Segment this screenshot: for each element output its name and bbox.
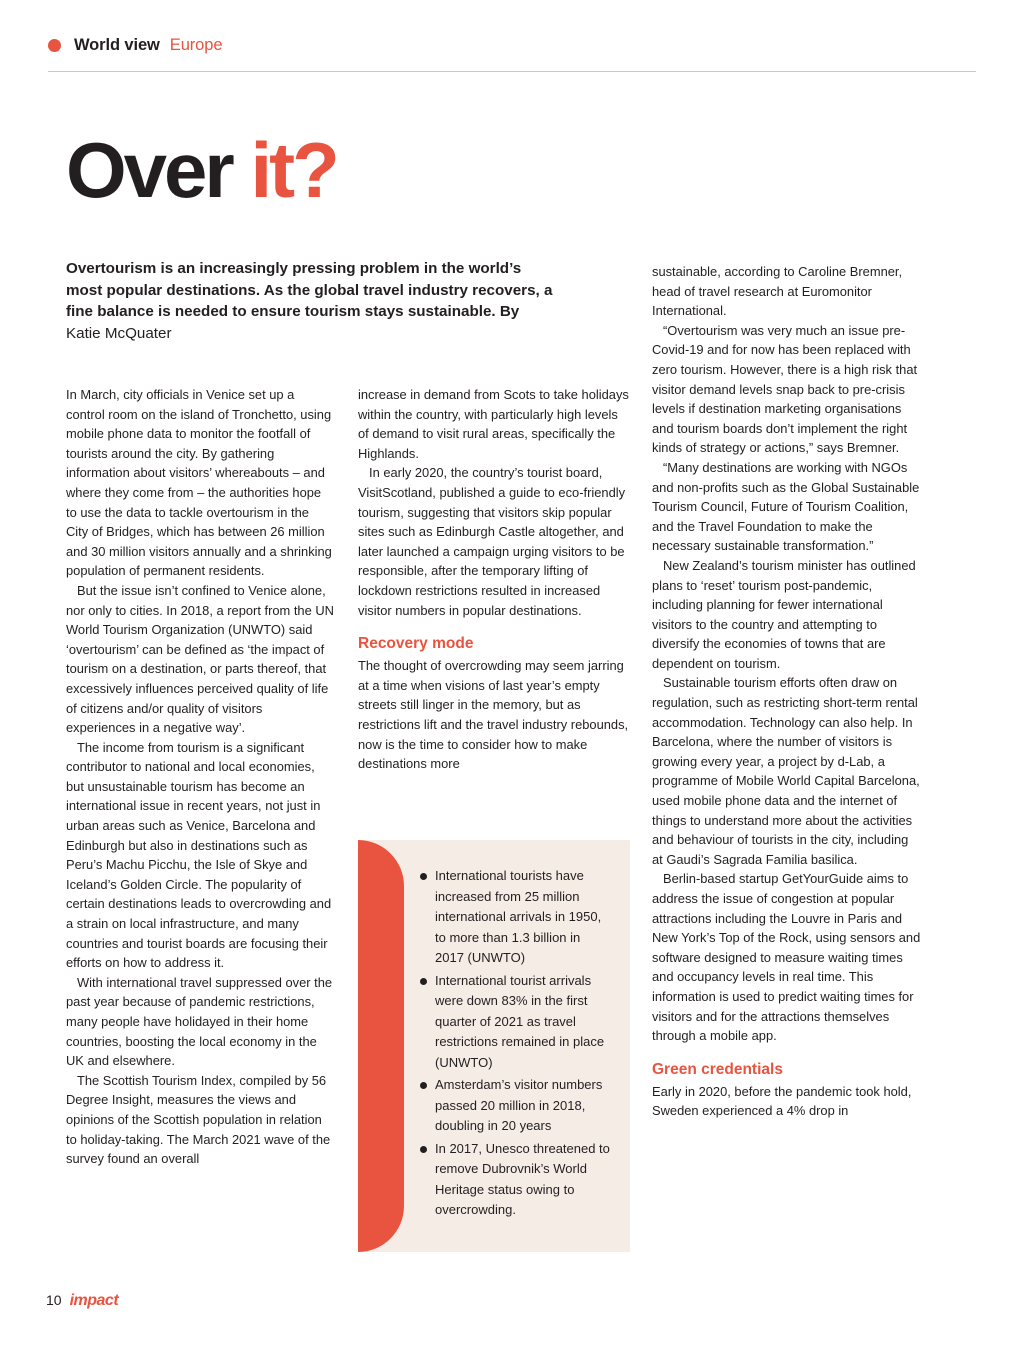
standfirst — [66, 258, 556, 344]
headline-part-one: Over — [66, 126, 251, 214]
publication-logo: impact — [69, 1292, 119, 1309]
body-column-two — [358, 385, 630, 774]
standfirst-text: Overtourism is an increasingly pressing problem in the world’s most popular destinations. As the global travel industry recovers, a fine balance is needed to ensure tourism stays sustainable. By — [66, 260, 553, 320]
paragraph: “Many destinations are working with NGOs and non-profits such as the Global Sustainable Tourism Council, Future of Tourism Coalition, and the Travel Foundation to make the necessary sustainable transformation.” — [652, 459, 920, 554]
body-column-three — [652, 262, 922, 1121]
paragraph: The income from tourism is a significant contributor to national and local economies, but unsustainable tourism has become an international issue in recent years, not just in urban areas such as Venice, Barcelona and Edinburgh but also in destinations such as Peru’s Machu Picchu, the Isle of Skye and Iceland’s Golden Circle. The popularity of certain destinations leads to overcrowding and a strain on local infrastructure, and many countries and tourist boards are focusing their efforts on how to address it. — [66, 739, 332, 971]
paragraph: increase in demand from Scots to take holidays within the country, with particularly high levels of demand to visit rural areas, specifically the Highlands. — [358, 387, 629, 461]
callout-accent-bar — [358, 840, 404, 1252]
list-item: International tourist arrivals were down 83% in the first quarter of 2021 as travel restrictions remained in place (UNWTO) — [420, 971, 610, 1074]
page-number: 10 — [46, 1292, 62, 1308]
paragraph: In early 2020, the country’s tourist board, VisitScotland, published a guide to eco-friendly tourism, suggesting that visitors skip popular sites such as Edinburgh Castle altogether, and later launched a campaign urging visitors to be responsible, after the temporary lifting of lockdown restrictions resulted in increased visitor numbers in popular destinations. — [358, 465, 626, 618]
paragraph: The Scottish Tourism Index, compiled by 56 Degree Insight, measures the views and opinions of the Scottish population in relation to holiday-taking. The March 2021 wave of the survey found an overall — [66, 1072, 331, 1167]
paragraph: With international travel suppressed over the past year because of pandemic restrictions, many people have holidayed in their home countries, boosting the local economy in the UK and elsewhere. — [66, 974, 333, 1069]
paragraph: Berlin-based startup GetYourGuide aims to address the issue of congestion at popular attractions including the Louvre in Paris and New York’s Top of the Rock, using sensors and software designed to measure waiting times and occupancy levels in real time. This information is used to predict waiting times for visitors and for the attractions themselves through a mobile app. — [652, 871, 921, 1044]
facts-callout-box — [358, 840, 630, 1252]
body-column-one — [66, 385, 334, 1169]
page-footer — [46, 1292, 118, 1310]
paragraph: “Overtourism was very much an issue pre-Covid-19 and for now has been replaced with zero tourism. However, there is a high risk that visitor demand levels snap back to pre-crisis levels if destination marketing organisations and tourism boards don’t implement the right kinds of strategy or actions,” says Bremner. — [652, 322, 918, 456]
paragraph: The thought of overcrowding may seem jarring at a time when visions of last year’s empty streets still linger in the memory, but as restrictions lift and the travel industry rebounds, now is the time to consider how to make destinations more — [358, 658, 629, 772]
header-region-label: Europe — [169, 36, 223, 54]
dot-icon — [48, 39, 61, 52]
section-heading-green-credentials: Green credentials — [652, 1060, 783, 1078]
paragraph: sustainable, according to Caroline Bremner, head of travel research at Euromonitor International. — [652, 264, 903, 319]
paragraph: Sustainable tourism efforts often draw on regulation, such as restricting short-term rental accommodation. Technology can also help. In Barcelona, where the number of visitors is growing every year, a project by d-Lab, a programme of Mobile World Capital Barcelona, used mobile phone data and the internet of things to understand more about the activities and behaviour of tourists in the city, including at Gaudi’s Sagrada Familia basilica. — [652, 675, 920, 867]
page-header — [48, 36, 976, 55]
byline-author: Katie McQuater — [66, 324, 172, 342]
paragraph: In March, city officials in Venice set up a control room on the island of Tronchetto, using mobile phone data to monitor the footfall of tourists around the city. By gathering information about visitors’ whereabouts – and where they come from – the authorities hope to use the data to tackle overtourism in the City of Bridges, which has between 26 million and 30 million visitors annually and a shrinking population of permanent residents. — [66, 387, 332, 579]
list-item: Amsterdam’s visitor numbers passed 20 million in 2018, doubling in 20 years — [420, 1075, 610, 1137]
header-section-label: World view — [74, 36, 160, 54]
header-divider — [48, 71, 976, 72]
page-title — [66, 128, 337, 212]
paragraph: But the issue isn’t confined to Venice alone, nor only to cities. In 2018, a report from the UN World Tourism Organization (UNWTO) said ‘overtourism’ can be defined as ‘the impact of tourism on a destination, or parts thereof, that excessively influences perceived quality of life of citizens and/or quality of visitors experiences in a negative way’. — [66, 582, 334, 736]
paragraph: New Zealand’s tourism minister has outlined plans to ‘reset’ tourism post-pandemic, including planning for fewer international visitors to the country and attempting to diversify the economies of towns that are dependent on tourism. — [652, 557, 916, 671]
list-item: International tourists have increased from 25 million international arrivals in 1950, to more than 1.3 billion in 2017 (UNWTO) — [420, 866, 610, 969]
list-item: In 2017, Unesco threatened to remove Dubrovnik’s World Heritage status owing to overcrowding. — [420, 1139, 610, 1221]
headline-part-two: it? — [250, 126, 337, 214]
section-heading-recovery-mode: Recovery mode — [358, 635, 474, 653]
paragraph: Early in 2020, before the pandemic took hold, Sweden experienced a 4% drop in — [652, 1083, 912, 1119]
callout-list — [420, 866, 610, 1223]
